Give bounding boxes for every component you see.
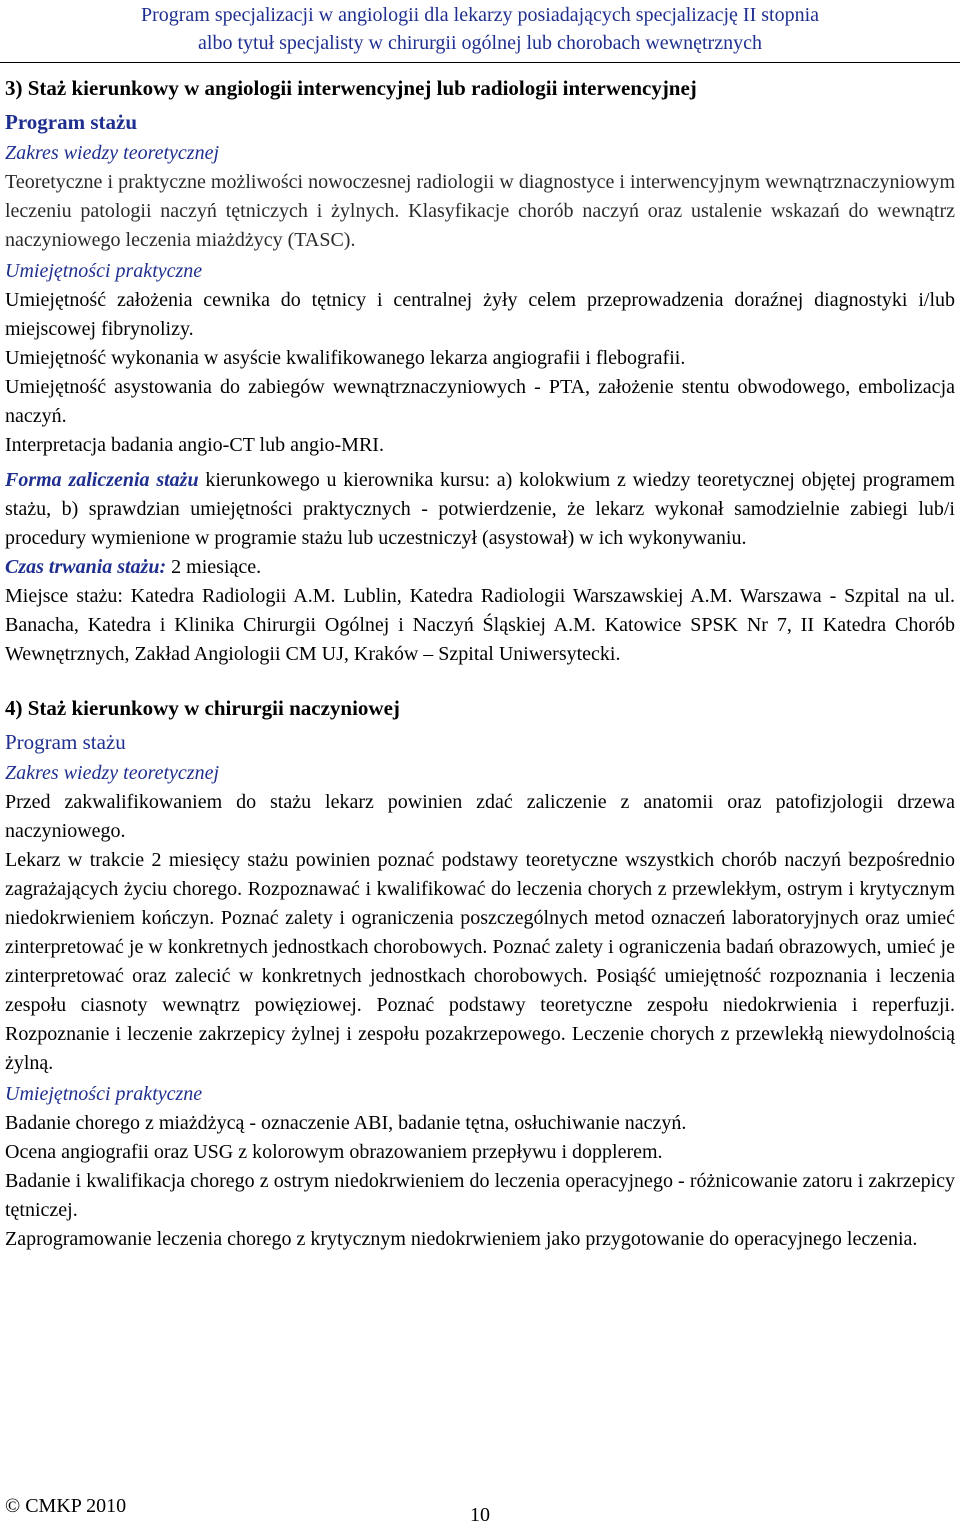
section-4-umiejetnosci-heading: Umiejętności praktyczne xyxy=(5,1083,203,1105)
section-4-skill-3: Badanie i kwalifikacja chorego z ostrym niedokrwieniem do leczenia operacyjnego - różnicowanie zatoru i zakrzepicy tętniczej. xyxy=(5,1170,955,1221)
section-4-zakres-heading: Zakres wiedzy teoretycznej xyxy=(5,762,220,784)
header-line-1: Program specjalizacji w angiologii dla lekarzy posiadających specjalizację II stopnia xyxy=(140,4,820,26)
section-3-miejsce-text: Miejsce stażu: Katedra Radiologii A.M. Lublin, Katedra Radiologii Warszawskiej A.M. Warszawa - Szpital na ul. Banacha, Katedra i Klinika Chirurgii Ogólnej i Naczyń Śląskiej A.M. Katowice SPSK Nr 7, II Katedra Chorób Wewnętrznych, Zakład Angiologii CM UJ, Kraków – Szpital Uniwersytecki. xyxy=(5,585,955,665)
section-4-title: 4) Staż kierunkowy w chirurgii naczyniowej xyxy=(5,696,400,720)
section-4-zakres-para-2: Lekarz w trakcie 2 miesięcy stażu powinien poznać podstawy teoretyczne wszystkich chorób naczyń bezpośrednio zagrażających życiu chorego. Rozpoznawać i kwalifikować do leczenia chorych z przewlekłym, ostrym i krytycznym niedokrwieniem kończyn. Poznać zalety i ograniczenia poszczególnych metod oznaczeń laboratoryjnych oraz umieć zinterpretować je w konkretnych jednostkach chorobowych. Poznać zalety i ograniczenia badań obrazowych, umieć je zinterpretować oraz zalecić w konkretnych jednostkach chorobowych. Posiąść umiejętność rozpoznania i leczenia zespołu ciasnoty wewnątrz powięziowej. Poznać podstawy teoretyczne zespołu niedokrwienia i reperfuzji. Rozpoznanie i leczenie zakrzepicy żylnej i zespołu pozakrzepowego. Leczenie chorych z przewlekłą niewydolnością żylną. xyxy=(5,849,955,1074)
section-3-skill-2: Umiejętność wykonania w asyście kwalifikowanego lekarza angiografii i flebografii. xyxy=(5,347,686,369)
section-4-program-heading: Program stażu xyxy=(5,730,126,754)
section-3-umiejetnosci-heading: Umiejętności praktyczne xyxy=(5,260,203,282)
section-4-zakres-para-1: Przed zakwalifikowaniem do stażu lekarz powinien zdać zaliczenie z anatomii oraz patofizjologii drzewa naczyniowego. xyxy=(5,791,955,842)
section-4-skill-2: Ocena angiografii oraz USG z kolorowym obrazowaniem przepływu i dopplerem. xyxy=(5,1141,663,1163)
section-3-skill-1: Umiejętność założenia cewnika do tętnicy i centralnej żyły celem przeprowadzenia doraźnej diagnostyki i/lub miejscowej fibrynolizy. xyxy=(5,289,955,340)
section-3-czas-value: 2 miesiące. xyxy=(166,556,262,578)
section-3-forma-text: kierunkowego u kierownika kursu: a) kolokwium z wiedzy teoretycznej objętej programem stażu, b) sprawdzian umiejętności praktycznych - potwierdzenie, że lekarz wykonał samodzielnie zabiegi lub/i procedury wymienione w programie stażu lub uczestniczył (asystował) w ich wykonywaniu. xyxy=(5,469,955,549)
footer-copyright: © CMKP 2010 xyxy=(5,1495,127,1517)
section-3-czas-label: Czas trwania stażu: xyxy=(5,556,167,578)
section-3-zakres-heading: Zakres wiedzy teoretycznej xyxy=(5,142,220,164)
section-3-title: 3) Staż kierunkowy w angiologii interwencyjnej lub radiologii interwencyjnej xyxy=(5,76,697,100)
header-divider xyxy=(0,62,960,63)
section-3-czas-paragraph xyxy=(5,553,955,582)
section-3-forma-paragraph xyxy=(5,466,955,553)
section-4-skill-1: Badanie chorego z miażdżycą - oznaczenie ABI, badanie tętna, osłuchiwanie naczyń. xyxy=(5,1112,687,1134)
section-3-program-heading: Program stażu xyxy=(5,110,137,134)
header-line-2: albo tytuł specjalisty w chirurgii ogólnej lub chorobach wewnętrznych xyxy=(198,32,762,54)
section-3-skill-4: Interpretacja badania angio-CT lub angio-MRI. xyxy=(5,434,384,456)
document-body xyxy=(5,73,955,1254)
page-header xyxy=(0,0,960,57)
footer-page-number: 10 xyxy=(470,1504,490,1526)
section-3-zakres-text: Teoretyczne i praktyczne możliwości nowoczesnej radiologii w diagnostyce i interwencyjnym wewnątrznaczyniowym leczeniu patologii naczyń tętniczych i żylnych. Klasyfikacje chorób naczyń oraz ustalenie wskazań do wewnątrz naczyniowego leczenia miażdżycy (TASC). xyxy=(5,171,955,251)
section-3-forma-label: Forma zaliczenia stażu xyxy=(5,469,199,491)
section-3-skill-3: Umiejętność asystowania do zabiegów wewnątrznaczyniowych - PTA, założenie stentu obwodowego, embolizacja naczyń. xyxy=(5,376,955,427)
section-4-skill-4: Zaprogramowanie leczenia chorego z krytycznym niedokrwieniem jako przygotowanie do operacyjnego leczenia. xyxy=(5,1228,918,1250)
